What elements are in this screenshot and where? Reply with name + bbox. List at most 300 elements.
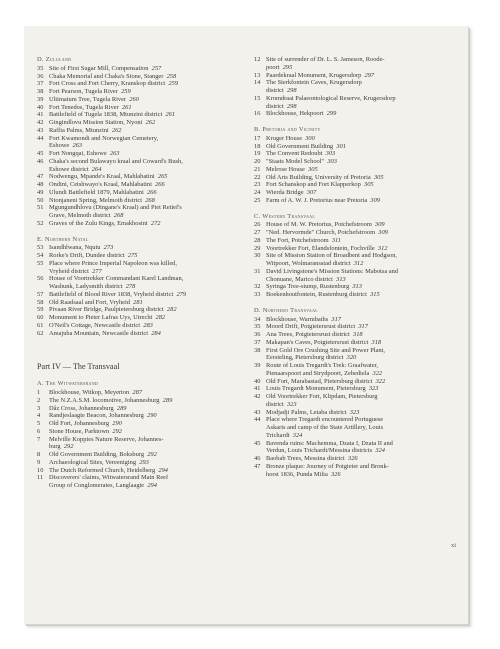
index-entry xyxy=(37,166,245,174)
entry-page: 262 xyxy=(111,126,122,134)
entry-text xyxy=(266,268,459,276)
entry-number: 45 xyxy=(254,439,261,447)
entry-page: 287 xyxy=(132,389,143,396)
entry-text xyxy=(49,166,245,174)
entry-number: 55 xyxy=(37,259,44,267)
entry-number: 13 xyxy=(254,71,261,79)
entry-page: 294 xyxy=(147,482,157,489)
entry-number xyxy=(254,103,266,111)
entry-number: 54 xyxy=(37,252,44,259)
entry-page: 303 xyxy=(327,158,337,165)
entry-title: Boekenhoutfontein, Rustenburg district xyxy=(266,291,367,298)
index-entry xyxy=(37,474,245,482)
entry-number: 37 xyxy=(37,80,44,88)
entry-text xyxy=(266,229,459,237)
entry-number: 52 xyxy=(37,219,44,227)
entry-number: 50 xyxy=(37,196,44,204)
entry-title: Old Arts Building, University of Pretoria xyxy=(266,173,371,181)
entry-text xyxy=(266,347,459,355)
entry-title: Battlefield of Blood River 1838, Vryheid district xyxy=(49,290,174,298)
entry-page: 275 xyxy=(127,252,138,259)
entry-text xyxy=(49,451,245,459)
entry-number: 30 xyxy=(254,252,261,260)
entry-number: 17 xyxy=(254,134,261,142)
entry-page: 317 xyxy=(358,323,368,331)
entry-text xyxy=(49,252,245,260)
entry-page: 261 xyxy=(165,111,176,119)
entry-page: 263 xyxy=(109,150,120,157)
entry-page: 299 xyxy=(326,110,337,118)
index-entry xyxy=(37,204,245,212)
entry-title: Askaris and camp of the State Artillery, Louis xyxy=(266,424,384,431)
entry-number: 8 xyxy=(37,451,41,458)
index-entry xyxy=(254,354,459,362)
entry-title: Archaeological Sites, Vereeniging xyxy=(49,458,137,466)
entry-text xyxy=(49,111,245,119)
index-entry xyxy=(254,221,459,229)
entry-page: 313 xyxy=(336,275,346,283)
entry-title: Modjadji Palms, Letaba district xyxy=(266,408,347,416)
entry-title: Raffia Palms, Mtunzini xyxy=(49,126,109,134)
entry-page: 289 xyxy=(162,396,173,404)
entry-title: district xyxy=(266,102,284,110)
index-entry xyxy=(37,389,245,397)
index-entry xyxy=(254,432,459,440)
entry-text xyxy=(266,283,459,291)
entry-number: 44 xyxy=(37,134,44,142)
index-entry xyxy=(254,424,459,432)
entry-number: 24 xyxy=(254,189,261,196)
entry-page: 307 xyxy=(306,189,317,196)
entry-text xyxy=(266,401,459,409)
entry-title: Site of surrender of Dr. L. S. Jameson, Roode- xyxy=(266,56,385,63)
index-entry xyxy=(254,79,459,87)
index-entry xyxy=(254,237,459,245)
entry-title: Makapan's Caves, Potgietersrust district xyxy=(266,338,369,346)
entry-number: 14 xyxy=(254,79,261,87)
entry-number: 48 xyxy=(37,181,44,188)
index-entry xyxy=(254,276,459,284)
entry-page: 323 xyxy=(368,385,379,393)
entry-number: 20 xyxy=(254,158,261,165)
entry-number: 38 xyxy=(254,346,261,354)
entry-page: 326 xyxy=(330,470,341,478)
entry-text xyxy=(49,173,245,181)
index-entry xyxy=(37,306,245,314)
entry-page: 315 xyxy=(370,291,380,298)
entry-title: Old Government Building xyxy=(266,142,334,150)
entry-text xyxy=(49,314,245,322)
entry-number: 22 xyxy=(254,173,261,181)
entry-title: Moord Drift, Potgietersrust district xyxy=(266,323,356,331)
index-entry xyxy=(37,291,245,299)
index-entry xyxy=(254,174,459,182)
index-entry xyxy=(254,245,459,253)
entry-number xyxy=(254,87,266,95)
entry-title: David Livingstone's Mission Stations: Mabotsa and xyxy=(266,267,398,275)
index-entry xyxy=(37,189,245,197)
entry-text xyxy=(266,79,459,87)
entry-number: 37 xyxy=(254,338,261,346)
entry-page: 297 xyxy=(364,71,375,79)
entry-text xyxy=(266,409,459,417)
entry-page: 263 xyxy=(72,142,83,150)
entry-page: 300 xyxy=(305,134,315,142)
entry-title: Chaka's second Bulawayo kraal and Coward's Bush, xyxy=(49,157,183,165)
entry-number xyxy=(254,471,266,479)
entry-text xyxy=(49,204,245,212)
entry-text xyxy=(49,96,245,104)
entry-number: 10 xyxy=(37,466,44,474)
section-heading: B. Pretoria and Vicinity xyxy=(254,126,321,133)
entry-title: Farm of A. W. J. Pretorius near Pretoria xyxy=(266,196,368,204)
entry-text xyxy=(49,212,245,220)
entry-page: 290 xyxy=(147,412,157,420)
index-entry xyxy=(254,103,459,111)
entry-title: Monument to Pieter Lafras Uys, Utrecht xyxy=(49,314,153,321)
entry-text xyxy=(266,393,459,401)
entry-page: 261 xyxy=(121,103,132,111)
index-entry xyxy=(37,73,245,81)
entry-number: 18 xyxy=(254,142,261,150)
index-entry xyxy=(254,316,459,324)
index-entry xyxy=(254,64,459,72)
index-entry xyxy=(254,252,459,260)
entry-text xyxy=(49,142,245,150)
index-entry xyxy=(254,362,459,370)
entry-text xyxy=(49,397,245,405)
entry-number: 2 xyxy=(37,396,41,404)
section-heading: A. The Witwatersrand xyxy=(37,380,99,388)
entry-number: 34 xyxy=(254,315,261,323)
index-entry xyxy=(37,482,245,490)
index-entry xyxy=(254,181,459,189)
index-entry xyxy=(254,331,459,339)
entry-text xyxy=(49,119,245,127)
entry-number: 5 xyxy=(37,420,41,427)
entry-title: Kruger House xyxy=(266,134,303,142)
entry-page: 309 xyxy=(370,196,380,204)
entry-title: poort xyxy=(266,63,280,71)
entry-text xyxy=(266,87,459,95)
entry-number: 40 xyxy=(37,103,44,111)
entry-title: Bronze plaque: Journey of Potgieter and Bronk- xyxy=(266,462,389,470)
entry-number: 53 xyxy=(37,244,44,252)
entry-text xyxy=(266,331,459,339)
entry-title: Ntonjaneni Spring, Melmoth district xyxy=(49,196,143,204)
entry-text xyxy=(266,150,459,158)
section-gap xyxy=(37,228,245,236)
entry-title: Fort Nongqai, Eshowe xyxy=(49,150,107,157)
entry-text xyxy=(266,323,459,331)
index-entry xyxy=(37,459,245,467)
entry-title: Fort Schanskop and Fort Klapperkop xyxy=(266,181,361,189)
entry-title: Vryheid district xyxy=(49,267,89,275)
entry-number xyxy=(37,443,49,451)
entry-title: Mgungundhlovu (Dingane's Kraal) and Piet Retief's xyxy=(49,204,182,212)
entry-title: Old Voortrekker Fort, Klipdam, Pietersburg xyxy=(266,393,378,400)
entry-text xyxy=(49,459,245,467)
entry-number: 47 xyxy=(37,173,44,181)
entry-text xyxy=(266,447,459,455)
entry-title: First Gold Ore Crushing Site and Power Plant, xyxy=(266,346,385,354)
entry-text xyxy=(266,72,459,80)
entry-text xyxy=(49,330,245,338)
entry-title: Graves of the Zulu Kings, Emakhosini xyxy=(49,219,148,227)
index-entry xyxy=(37,158,245,166)
entry-title: horst 1836, Punda Milia xyxy=(266,470,328,478)
entry-title: Chaka Memorial and Chaka's Stone, Stanger xyxy=(49,72,164,80)
entry-number: 21 xyxy=(254,165,261,173)
index-entry xyxy=(37,330,245,338)
entry-page: 292 xyxy=(112,427,122,435)
entry-page: 290 xyxy=(112,420,122,427)
entry-page: 323 xyxy=(286,400,297,408)
entry-title: Grave, Melmoth district xyxy=(49,212,111,219)
index-entry xyxy=(37,397,245,405)
entry-title: Route of Louis Tregardt's Trek: Graafwater, xyxy=(266,362,379,369)
entry-title: district xyxy=(266,87,284,94)
entry-title: Old Fort, Marabastad, Pietersburg district xyxy=(266,377,373,385)
index-entry xyxy=(254,416,459,424)
entry-text xyxy=(266,339,459,347)
entry-title: burg xyxy=(49,443,61,451)
entry-number: 32 xyxy=(254,283,261,291)
entry-title: Blockhouse, Hekpoort xyxy=(266,110,324,118)
entry-text xyxy=(266,362,459,370)
index-entry xyxy=(37,260,245,268)
entry-number: 15 xyxy=(254,94,261,102)
entry-number xyxy=(254,432,266,440)
entry-number: 43 xyxy=(37,126,44,134)
entry-number: 44 xyxy=(254,416,261,424)
entry-page: 258 xyxy=(166,72,177,80)
index-entry xyxy=(37,467,245,475)
section-gap xyxy=(254,205,459,213)
entry-title: Louis Tregardt Monument, Pietersburg xyxy=(266,385,366,393)
entry-number: 40 xyxy=(254,377,261,385)
entry-text xyxy=(49,135,245,143)
entry-text xyxy=(49,306,245,314)
entry-title: Place where Tregardt encountered Portuguese xyxy=(266,416,384,424)
entry-page: 320 xyxy=(346,354,357,362)
entry-title: Paardekraal Monument, Krugersdorp xyxy=(266,71,362,79)
index-entry xyxy=(254,197,459,205)
entry-number: 33 xyxy=(254,291,261,298)
entry-text xyxy=(49,275,245,283)
entry-number: 41 xyxy=(37,111,44,119)
entry-text xyxy=(49,420,245,428)
index-entry xyxy=(37,405,245,413)
index-entry xyxy=(37,220,245,228)
entry-title: The Fort, Potchefstroom xyxy=(266,236,329,244)
entry-number: 36 xyxy=(254,331,261,338)
index-entry xyxy=(254,291,459,299)
index-entry xyxy=(37,322,245,330)
entry-text xyxy=(266,463,459,471)
entry-number: 46 xyxy=(37,157,44,165)
section-gap xyxy=(254,299,459,307)
entry-text xyxy=(266,416,459,424)
index-entry xyxy=(254,455,459,463)
index-entry xyxy=(37,181,245,189)
entry-text xyxy=(49,428,245,436)
entry-title: Ondini, Cetshwayo's Kraal, Mahlabatini xyxy=(49,181,152,188)
index-entry xyxy=(254,440,459,448)
index-entry xyxy=(37,173,245,181)
document-page xyxy=(24,26,468,624)
entry-page: 292 xyxy=(147,451,157,458)
entry-title: Chonuane, Marico district xyxy=(266,275,333,283)
entry-title: Syringa Tree-stump, Rustenburg xyxy=(266,283,350,291)
entry-title: "Staats Model School" xyxy=(266,158,325,165)
entry-title: Pienaarspoort and Strydpoort, Zebediela xyxy=(266,369,370,377)
entry-page: 318 xyxy=(353,331,363,338)
entry-title: "Ned. Hervormde" Church, Potchefstroom xyxy=(266,229,376,236)
entry-title: Group of Conglomerates, Langlaagte xyxy=(49,482,145,489)
entry-text xyxy=(49,104,245,112)
entry-text xyxy=(266,252,459,260)
entry-number: 43 xyxy=(254,408,261,416)
entry-title: Baobab Trees, Messina district xyxy=(266,455,345,462)
entry-number xyxy=(254,424,266,432)
index-entry xyxy=(254,409,459,417)
entry-text xyxy=(49,299,245,307)
entry-text xyxy=(49,467,245,475)
entry-page: 313 xyxy=(352,283,362,291)
entry-title: Old Government Building, Boksburg xyxy=(49,451,145,458)
index-entry xyxy=(37,142,245,150)
entry-number: 57 xyxy=(37,290,44,298)
index-entry xyxy=(254,283,459,291)
index-entry xyxy=(254,323,459,331)
entry-number: 3 xyxy=(37,404,41,412)
entry-title: Isandhlwana, Nqutu xyxy=(49,244,101,252)
index-entry xyxy=(37,212,245,220)
entry-number: 36 xyxy=(37,72,44,80)
index-entry xyxy=(254,339,459,347)
entry-page: 265 xyxy=(157,173,168,181)
entry-page: 305 xyxy=(364,181,374,189)
entry-page: 301 xyxy=(336,142,346,150)
entry-number: 28 xyxy=(254,236,261,244)
entry-number: 38 xyxy=(37,88,44,95)
entry-page: 266 xyxy=(146,188,157,196)
index-entry xyxy=(37,275,245,283)
index-entry xyxy=(37,104,245,112)
index-entry xyxy=(254,56,459,64)
entry-page: 318 xyxy=(371,338,382,346)
entry-page: 309 xyxy=(378,229,388,236)
index-entry xyxy=(37,96,245,104)
entry-text xyxy=(266,95,459,103)
entry-number xyxy=(254,354,266,362)
index-entry xyxy=(254,393,459,401)
entry-number: 6 xyxy=(37,427,41,435)
entry-page: 317 xyxy=(331,315,341,323)
entry-number: 12 xyxy=(254,56,261,63)
entry-text xyxy=(266,471,459,479)
entry-number: 26 xyxy=(254,221,261,229)
entry-text xyxy=(266,385,459,393)
entry-text xyxy=(49,73,245,81)
entry-page: 303 xyxy=(325,150,336,158)
entry-title: Melville Koppies Nature Reserve, Johannes- xyxy=(49,435,164,443)
entry-page: 259 xyxy=(121,88,131,95)
entry-number: 45 xyxy=(37,150,44,157)
entry-number: 39 xyxy=(254,362,261,369)
entry-title: Rorke's Drift, Dundee district xyxy=(49,252,125,259)
index-entry xyxy=(37,283,245,291)
index-entry xyxy=(37,428,245,436)
entry-page: 262 xyxy=(145,119,156,126)
index-entry xyxy=(254,150,459,158)
part-heading: Part IV — The Transvaal xyxy=(37,362,120,372)
index-entry xyxy=(254,385,459,393)
entry-text xyxy=(266,276,459,284)
entry-title: Nodwengu, Mpande's Kraal, Mahlabatini xyxy=(49,173,155,181)
entry-title: Site of Mission Station of Broadbent and Hodgson, xyxy=(266,252,398,260)
index-entry xyxy=(37,451,245,459)
entry-text xyxy=(49,322,245,330)
index-entry xyxy=(254,447,459,455)
entry-title: House of M. W. Pretorius, Potchefstroom xyxy=(266,221,372,229)
entry-title: Randjeslaagte Beacon, Johannesburg xyxy=(49,412,144,420)
entry-number: 25 xyxy=(254,196,261,204)
entry-title: Pivaan River Bridge, Paulpietersburg district xyxy=(49,306,164,314)
index-entry xyxy=(37,119,245,127)
entry-text xyxy=(266,143,459,151)
index-entry xyxy=(254,463,459,471)
entry-number: 29 xyxy=(254,244,261,252)
entry-page: 298 xyxy=(286,102,297,110)
entry-text xyxy=(266,354,459,362)
entry-title: Fort Cross and Fort Cherry, Kranskop district xyxy=(49,80,166,88)
entry-number xyxy=(37,283,49,291)
index-entry xyxy=(37,314,245,322)
entry-text xyxy=(266,174,459,182)
entry-number: 41 xyxy=(254,385,261,393)
entry-title: Discoverers' claims, Witwatersrand Main Reef xyxy=(49,474,169,482)
entry-text xyxy=(49,436,245,444)
entry-number: 16 xyxy=(254,110,261,118)
entry-number: 11 xyxy=(37,474,44,482)
entry-text xyxy=(266,370,459,378)
entry-title: Bavenda ruins: Machemma, Dzata I, Dzata II and xyxy=(266,439,393,447)
entry-title: Gingindlovu Mission Station, Nyoni xyxy=(49,119,143,126)
entry-page: 305 xyxy=(308,165,318,173)
section-heading: D. Northern Transvaal xyxy=(254,306,319,314)
entry-page: 282 xyxy=(166,306,177,314)
entry-title: Eshowe xyxy=(49,142,70,150)
entry-text xyxy=(266,432,459,440)
entry-text xyxy=(49,189,245,197)
index-entry xyxy=(254,370,459,378)
part-gap xyxy=(37,337,245,362)
entry-text xyxy=(49,443,245,451)
index-entry xyxy=(254,166,459,174)
entry-page: 268 xyxy=(145,196,155,204)
entry-text xyxy=(49,181,245,189)
index-entry xyxy=(254,135,459,143)
entry-text xyxy=(266,56,459,64)
index-entry xyxy=(254,87,459,95)
entry-text xyxy=(266,455,459,463)
index-entry xyxy=(37,80,245,88)
entry-text xyxy=(49,283,245,291)
entry-title: Kromdraai Palaeontological Reserve, Krugersdorp xyxy=(266,94,396,102)
entry-title: Eshowe district xyxy=(49,165,89,173)
